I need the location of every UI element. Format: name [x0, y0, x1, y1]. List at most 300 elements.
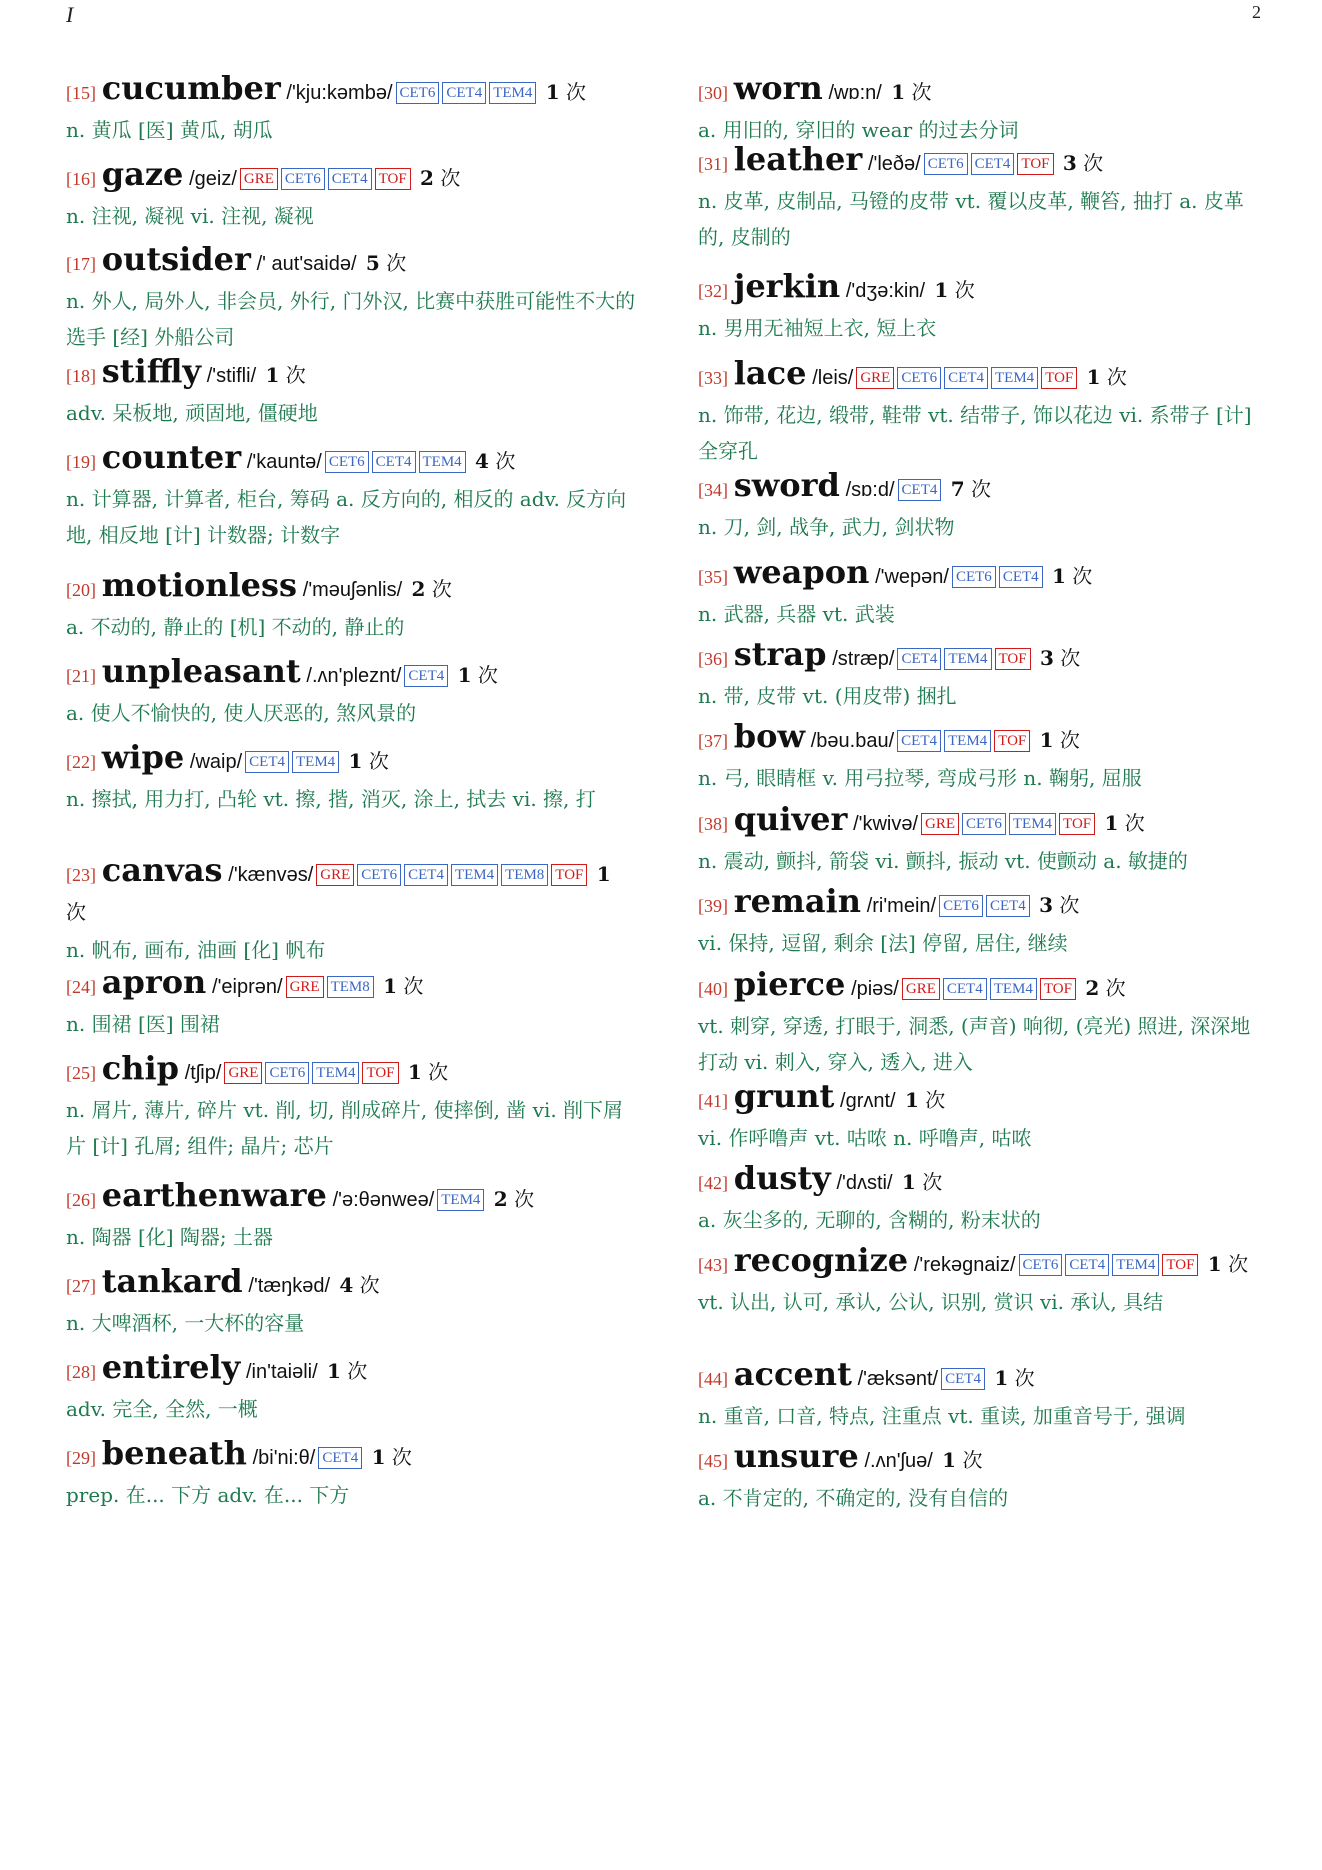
count-number: 1: [904, 1088, 919, 1112]
count-unit: 次: [368, 749, 389, 773]
exam-tag-tof: TOF: [1059, 813, 1095, 835]
dictionary-entry: [698, 70, 1268, 148]
definition: vt. 认出, 认可, 承认, 公认, 识别, 赏识 vi. 承认, 具结: [698, 1290, 1164, 1314]
headword: pierce: [733, 965, 846, 1003]
headword: remain: [733, 882, 861, 920]
exam-tag-cet6: CET6: [962, 813, 1006, 835]
count-unit: 次: [971, 477, 992, 501]
entry-headline: [66, 439, 636, 481]
exam-tag-gre: GRE: [240, 168, 278, 190]
count-unit: 次: [495, 449, 516, 473]
frequency-count: [539, 80, 586, 104]
entry-headline: [66, 70, 636, 112]
count-number: 1: [1052, 564, 1066, 588]
headword: tankard: [101, 1262, 243, 1300]
entry-headline: [698, 718, 1268, 760]
definition: n. 屑片, 薄片, 碎片 vt. 削, 切, 削成碎片, 使摔倒, 凿 vi. 削下屑片 [计] 孔屑; 组件; 晶片; 芯片: [66, 1098, 624, 1158]
frequency-count: [1033, 893, 1080, 917]
phonetic: /waip/: [189, 751, 243, 773]
entry-headline: [66, 1435, 636, 1477]
entry-headline: [698, 554, 1268, 596]
count-unit: 次: [1083, 151, 1104, 175]
entry-headline: [698, 1242, 1268, 1284]
exam-tag-tem4: TEM4: [991, 367, 1038, 389]
definition: n. 帆布, 画布, 油画 [化] 帆布: [66, 938, 326, 962]
frequency-count: [1033, 728, 1080, 752]
dictionary-entry: [66, 1435, 636, 1513]
definition: vi. 保持, 逗留, 剩余 [法] 停留, 居住, 继续: [698, 931, 1068, 955]
count-unit: 次: [1228, 1252, 1249, 1276]
exam-tag-cet6: CET6: [897, 367, 941, 389]
exam-tag-tem4: TEM4: [1009, 813, 1056, 835]
definition: n. 皮革, 皮制品, 马镫的皮带 vt. 覆以皮革, 鞭笞, 抽打 a. 皮革的, 皮制的: [698, 189, 1244, 249]
entry-index: [32]: [698, 281, 728, 301]
frequency-count: [469, 449, 516, 473]
headword: recognize: [733, 1241, 909, 1279]
exam-tag-cet4: CET4: [971, 153, 1015, 175]
phonetic: /'dʒə:kin/: [845, 280, 926, 302]
headword: lace: [733, 354, 807, 392]
count-number: 2: [1085, 976, 1100, 1000]
entry-index: [34]: [698, 480, 728, 500]
exam-tag-tem8: TEM8: [327, 976, 374, 998]
count-unit: 次: [962, 1448, 983, 1472]
dictionary-entry: [66, 156, 636, 234]
exam-tag-tem4: TEM4: [990, 978, 1037, 1000]
headword: weapon: [733, 553, 870, 591]
exam-tag-tof: TOF: [1041, 367, 1077, 389]
definition: vi. 作呼噜声 vt. 咕哝 n. 呼噜声, 咕哝: [698, 1126, 1032, 1150]
exam-tag-cet4: CET4: [245, 751, 289, 773]
entry-index: [31]: [698, 154, 728, 174]
exam-tag-cet4: CET4: [1065, 1254, 1109, 1276]
dictionary-entry: [698, 966, 1268, 1080]
dictionary-entry: [698, 268, 1268, 346]
exam-tag-cet4: CET4: [442, 82, 486, 104]
dictionary-entry: [698, 1160, 1268, 1238]
count-number: 1: [934, 278, 949, 302]
frequency-count: [414, 166, 461, 190]
entry-index: [30]: [698, 83, 728, 103]
entry-headline: [698, 1356, 1268, 1398]
count-unit: 次: [1072, 564, 1093, 588]
dictionary-entry: [698, 141, 1268, 255]
phonetic: /'eiprən/: [212, 976, 283, 998]
dictionary-entry: [698, 718, 1268, 796]
definition: n. 震动, 颤抖, 箭袋 vi. 颤抖, 振动 vt. 使颤动 a. 敏捷的: [698, 849, 1188, 873]
exam-tag-tof: TOF: [994, 730, 1030, 752]
headword: jerkin: [733, 267, 841, 305]
headword: strap: [733, 635, 827, 673]
entry-index: [37]: [698, 731, 728, 751]
entry-index: [29]: [66, 1448, 96, 1468]
dictionary-entry: [66, 1349, 636, 1427]
entry-index: [25]: [66, 1063, 96, 1083]
definition: adv. 呆板地, 顽固地, 僵硬地: [66, 401, 318, 425]
count-number: 1: [942, 1448, 957, 1472]
phonetic: /'məuʃənlis/: [302, 579, 403, 601]
count-unit: 次: [1105, 976, 1126, 1000]
exam-tag-cet6: CET6: [265, 1062, 309, 1084]
headword: quiver: [733, 800, 848, 838]
exam-tag-tem4: TEM4: [419, 451, 466, 473]
frequency-count: [360, 251, 407, 275]
count-number: 5: [365, 251, 380, 275]
definition: prep. 在... 下方 adv. 在... 下方: [66, 1483, 350, 1507]
headword: accent: [733, 1355, 852, 1393]
exam-tag-cet4: CET4: [404, 864, 448, 886]
entry-index: [27]: [66, 1276, 96, 1296]
count-number: 3: [1039, 893, 1054, 917]
dictionary-entry: [698, 1078, 1268, 1156]
headword: entirely: [101, 1348, 241, 1386]
count-number: 4: [339, 1273, 354, 1297]
exam-tag-cet4: CET4: [318, 1447, 362, 1469]
frequency-count: [1098, 811, 1145, 835]
dictionary-entry: [66, 852, 636, 968]
definition: a. 使人不愉快的, 使人厌恶的, 煞风景的: [66, 701, 417, 725]
dictionary-entry: [698, 1438, 1268, 1516]
exam-tag-tof: TOF: [1017, 153, 1053, 175]
entry-index: [36]: [698, 649, 728, 669]
dictionary-entry: [66, 439, 636, 553]
entry-index: [26]: [66, 1190, 96, 1210]
entry-index: [15]: [66, 83, 96, 103]
exam-tag-cet6: CET6: [1019, 1254, 1063, 1276]
phonetic: /leis/: [812, 367, 854, 389]
count-unit: 次: [954, 278, 975, 302]
headword: dusty: [733, 1159, 831, 1197]
dictionary-entry: [66, 70, 636, 148]
phonetic: /bi'ni:θ/: [252, 1447, 316, 1469]
count-unit: 次: [428, 1060, 449, 1084]
frequency-count: [405, 577, 452, 601]
entry-headline: [66, 353, 636, 395]
entry-index: [45]: [698, 1451, 728, 1471]
dictionary-entry: [698, 636, 1268, 714]
dictionary-entry: [66, 964, 636, 1042]
dictionary-entry: [698, 355, 1268, 469]
page-number: 2: [1252, 2, 1261, 22]
entry-index: [43]: [698, 1255, 728, 1275]
frequency-count: [365, 1445, 412, 1469]
count-unit: 次: [403, 974, 424, 998]
frequency-count: [1046, 564, 1093, 588]
definition: n. 大啤酒杯, 一大杯的容量: [66, 1311, 305, 1335]
phonetic: /'kwivə/: [853, 813, 919, 835]
frequency-count: [988, 1366, 1035, 1390]
headword: beneath: [101, 1434, 247, 1472]
frequency-count: [402, 1060, 449, 1084]
definition: n. 弓, 眼睛框 v. 用弓拉琴, 弯成弓形 n. 鞠躬, 屈服: [698, 766, 1142, 790]
exam-tag-gre: GRE: [921, 813, 959, 835]
count-unit: 次: [514, 1187, 535, 1211]
entry-index: [38]: [698, 814, 728, 834]
dictionary-entry: [698, 1356, 1268, 1434]
phonetic: /ri'mein/: [866, 895, 937, 917]
count-number: 1: [383, 974, 398, 998]
entry-index: [44]: [698, 1369, 728, 1389]
dictionary-entry: [66, 1177, 636, 1255]
entry-index: [39]: [698, 896, 728, 916]
frequency-count: [928, 278, 975, 302]
exam-tag-tem8: TEM8: [501, 864, 548, 886]
frequency-count: [1034, 646, 1081, 670]
exam-tag-cet4: CET4: [897, 730, 941, 752]
phonetic: /'kænvəs/: [228, 864, 314, 886]
exam-tag-tof: TOF: [1040, 978, 1076, 1000]
count-number: 1: [348, 749, 363, 773]
count-number: 3: [1039, 646, 1054, 670]
definition: vt. 刺穿, 穿透, 打眼于, 洞悉, (声音) 响彻, (亮光) 照进, 深深地打动 vi. 刺入, 穿入, 透入, 进入: [698, 1014, 1251, 1074]
headword: earthenware: [101, 1176, 327, 1214]
entry-headline: [698, 1438, 1268, 1480]
headword: chip: [101, 1049, 180, 1087]
dictionary-entry: [66, 739, 636, 817]
phonetic: /'kju:kəmbə/: [286, 82, 393, 104]
count-number: 3: [1062, 151, 1077, 175]
phonetic: /'stifli/: [206, 365, 257, 387]
entry-headline: [698, 966, 1268, 1008]
definition: n. 带, 皮带 vt. (用皮带) 捆扎: [698, 684, 957, 708]
exam-tag-tem4: TEM4: [489, 82, 536, 104]
definition: a. 不动的, 静止的 [机] 不动的, 静止的: [66, 615, 405, 639]
dictionary-entry: [698, 883, 1268, 961]
entry-index: [28]: [66, 1362, 96, 1382]
entry-index: [24]: [66, 977, 96, 997]
phonetic: /.ʌn'ʃuə/: [864, 1450, 933, 1472]
definition: n. 擦拭, 用力打, 凸轮 vt. 擦, 揩, 消灭, 涂上, 拭去 vi. 擦, 打: [66, 787, 596, 811]
exam-tag-tof: TOF: [995, 648, 1031, 670]
exam-tag-cet6: CET6: [939, 895, 983, 917]
frequency-count: [342, 749, 389, 773]
headword: bow: [733, 717, 805, 755]
frequency-count: [899, 1088, 946, 1112]
frequency-count: [1201, 1252, 1248, 1276]
entry-headline: [698, 801, 1268, 843]
frequency-count: [936, 1448, 983, 1472]
count-number: 1: [1207, 1252, 1222, 1276]
frequency-count: [333, 1273, 380, 1297]
exam-tag-cet4: CET4: [941, 1368, 985, 1390]
count-number: 1: [891, 80, 906, 104]
count-number: 1: [596, 862, 611, 886]
count-number: 1: [994, 1366, 1009, 1390]
frequency-count: [1079, 976, 1126, 1000]
phonetic: /sɒ:d/: [845, 479, 895, 501]
count-unit: 次: [347, 1359, 368, 1383]
entry-index: [17]: [66, 254, 96, 274]
entry-index: [21]: [66, 666, 96, 686]
definition: n. 外人, 局外人, 非会员, 外行, 门外汉, 比赛中获胜可能性不大的选手 [经] 外船公司: [66, 289, 636, 349]
entry-headline: [698, 883, 1268, 925]
count-unit: 次: [1014, 1366, 1035, 1390]
dictionary-entry: [66, 241, 636, 355]
count-unit: 次: [1059, 893, 1080, 917]
phonetic: /'rekəgnaiz/: [913, 1254, 1016, 1276]
exam-tag-tof: TOF: [362, 1062, 398, 1084]
count-number: 1: [407, 1060, 422, 1084]
dictionary-entry: [66, 1263, 636, 1341]
count-number: 4: [475, 449, 489, 473]
headword: cucumber: [101, 69, 281, 107]
definition: n. 陶器 [化] 陶器; 土器: [66, 1225, 274, 1249]
definition: n. 围裙 [医] 围裙: [66, 1012, 220, 1036]
exam-tag-tof: TOF: [1162, 1254, 1198, 1276]
definition: n. 黄瓜 [医] 黄瓜, 胡瓜: [66, 118, 273, 142]
count-unit: 次: [285, 363, 306, 387]
count-unit: 次: [1060, 646, 1081, 670]
frequency-count: [1080, 365, 1127, 389]
phonetic: /geiz/: [189, 168, 237, 190]
headword: unsure: [733, 1437, 859, 1475]
phonetic: /bəu.bau/: [810, 730, 895, 752]
exam-tag-cet6: CET6: [396, 82, 440, 104]
exam-tag-cet6: CET6: [924, 153, 968, 175]
phonetic: /'leðə/: [867, 153, 921, 175]
headword: grunt: [733, 1077, 835, 1115]
exam-tag-tem4: TEM4: [944, 648, 991, 670]
exam-tag-tem4: TEM4: [944, 730, 991, 752]
entry-headline: [698, 636, 1268, 678]
entry-headline: [66, 852, 636, 932]
phonetic: /'wepən/: [875, 566, 949, 588]
count-unit: 次: [1124, 811, 1145, 835]
count-unit: 次: [922, 1170, 943, 1194]
exam-tag-cet6: CET6: [357, 864, 401, 886]
entry-index: [18]: [66, 366, 96, 386]
exam-tag-tem4: TEM4: [437, 1189, 484, 1211]
count-unit: 次: [477, 663, 498, 687]
phonetic: /tʃip/: [184, 1062, 222, 1084]
definition: n. 注视, 凝视 vi. 注视, 凝视: [66, 204, 314, 228]
count-number: 1: [265, 363, 280, 387]
count-number: 7: [950, 477, 965, 501]
count-number: 1: [1039, 728, 1054, 752]
header-left-label: I: [66, 2, 74, 27]
phonetic: /'dʌsti/: [836, 1172, 893, 1194]
definition: n. 刀, 剑, 战争, 武力, 剑状物: [698, 515, 955, 539]
phonetic: /grʌnt/: [840, 1090, 896, 1112]
headword: canvas: [101, 851, 223, 889]
exam-tag-cet6: CET6: [325, 451, 369, 473]
headword: unpleasant: [101, 652, 301, 690]
definition: a. 用旧的, 穿旧的 wear 的过去分词: [698, 118, 1019, 142]
entry-index: [20]: [66, 580, 96, 600]
exam-tag-gre: GRE: [856, 367, 894, 389]
exam-tag-tem4: TEM4: [312, 1062, 359, 1084]
definition: n. 饰带, 花边, 缎带, 鞋带 vt. 结带子, 饰以花边 vi. 系带子 [计] 全穿孔: [698, 403, 1252, 463]
exam-tag-tem4: TEM4: [451, 864, 498, 886]
exam-tag-cet4: CET4: [372, 451, 416, 473]
count-unit: 次: [925, 1088, 946, 1112]
entry-headline: [698, 268, 1268, 310]
frequency-count: [259, 363, 306, 387]
headword: counter: [101, 438, 242, 476]
definition: n. 重音, 口音, 特点, 注重点 vt. 重读, 加重音号于, 强调: [698, 1404, 1186, 1428]
count-unit: 次: [1106, 365, 1127, 389]
exam-tag-cet6: CET6: [952, 566, 996, 588]
definition: a. 不肯定的, 不确定的, 没有自信的: [698, 1486, 1009, 1510]
exam-tag-tem4: TEM4: [1112, 1254, 1159, 1276]
dictionary-entry: [698, 554, 1268, 632]
dictionary-entry: [66, 653, 636, 731]
exam-tag-cet4: CET4: [404, 665, 448, 687]
count-number: 1: [1086, 365, 1101, 389]
count-number: 1: [545, 80, 560, 104]
dictionary-entry: [698, 467, 1268, 545]
entry-index: [41]: [698, 1091, 728, 1111]
frequency-count: [451, 663, 498, 687]
count-number: 2: [493, 1187, 508, 1211]
entry-index: [23]: [66, 865, 96, 885]
entry-headline: [698, 355, 1268, 397]
phonetic: /'tæŋkəd/: [248, 1275, 331, 1297]
entry-headline: [66, 964, 636, 1006]
count-number: 1: [371, 1445, 386, 1469]
phonetic: /in'taiəli/: [246, 1361, 318, 1383]
frequency-count: [944, 477, 991, 501]
headword: wipe: [101, 738, 185, 776]
phonetic: /' aut'saidə/: [256, 253, 357, 275]
count-number: 1: [327, 1359, 341, 1383]
dictionary-entry: [66, 1050, 636, 1164]
headword: outsider: [101, 240, 251, 278]
exam-tag-cet4: CET4: [999, 566, 1043, 588]
count-unit: 次: [1059, 728, 1080, 752]
entry-headline: [66, 241, 636, 283]
entry-headline: [698, 467, 1268, 509]
exam-tag-gre: GRE: [286, 976, 324, 998]
entry-index: [33]: [698, 368, 728, 388]
entry-headline: [698, 70, 1268, 112]
frequency-count: [321, 1359, 368, 1383]
count-unit: 次: [566, 80, 587, 104]
entry-headline: [698, 141, 1268, 183]
definition: n. 武器, 兵器 vt. 武装: [698, 602, 895, 626]
entry-headline: [66, 653, 636, 695]
frequency-count: [885, 80, 932, 104]
dictionary-entry: [66, 353, 636, 431]
exam-tag-cet4: CET4: [986, 895, 1030, 917]
phonetic: /'ə:θənweə/: [332, 1189, 435, 1211]
entry-headline: [66, 739, 636, 781]
headword: stiffly: [101, 352, 202, 390]
phonetic: /wɒ:n/: [828, 82, 882, 104]
phonetic: /piəs/: [851, 978, 899, 1000]
frequency-count: [487, 1187, 534, 1211]
headword: apron: [101, 963, 207, 1001]
dictionary-entry: [698, 1242, 1268, 1320]
headword: leather: [733, 140, 863, 178]
dictionary-entry: [66, 567, 636, 645]
dictionary-entry: [698, 801, 1268, 879]
count-unit: 次: [359, 1273, 380, 1297]
entry-headline: [66, 1349, 636, 1391]
exam-tag-cet4: CET4: [897, 648, 941, 670]
count-unit: 次: [386, 251, 407, 275]
entry-index: [19]: [66, 452, 96, 472]
count-unit: 次: [66, 900, 86, 924]
count-number: 1: [901, 1170, 916, 1194]
exam-tag-tof: TOF: [551, 864, 587, 886]
count-number: 1: [1104, 811, 1119, 835]
headword: motionless: [101, 566, 298, 604]
headword: gaze: [101, 155, 184, 193]
entry-headline: [66, 1177, 636, 1219]
phonetic: /'æksənt/: [857, 1368, 939, 1390]
exam-tag-gre: GRE: [902, 978, 940, 1000]
